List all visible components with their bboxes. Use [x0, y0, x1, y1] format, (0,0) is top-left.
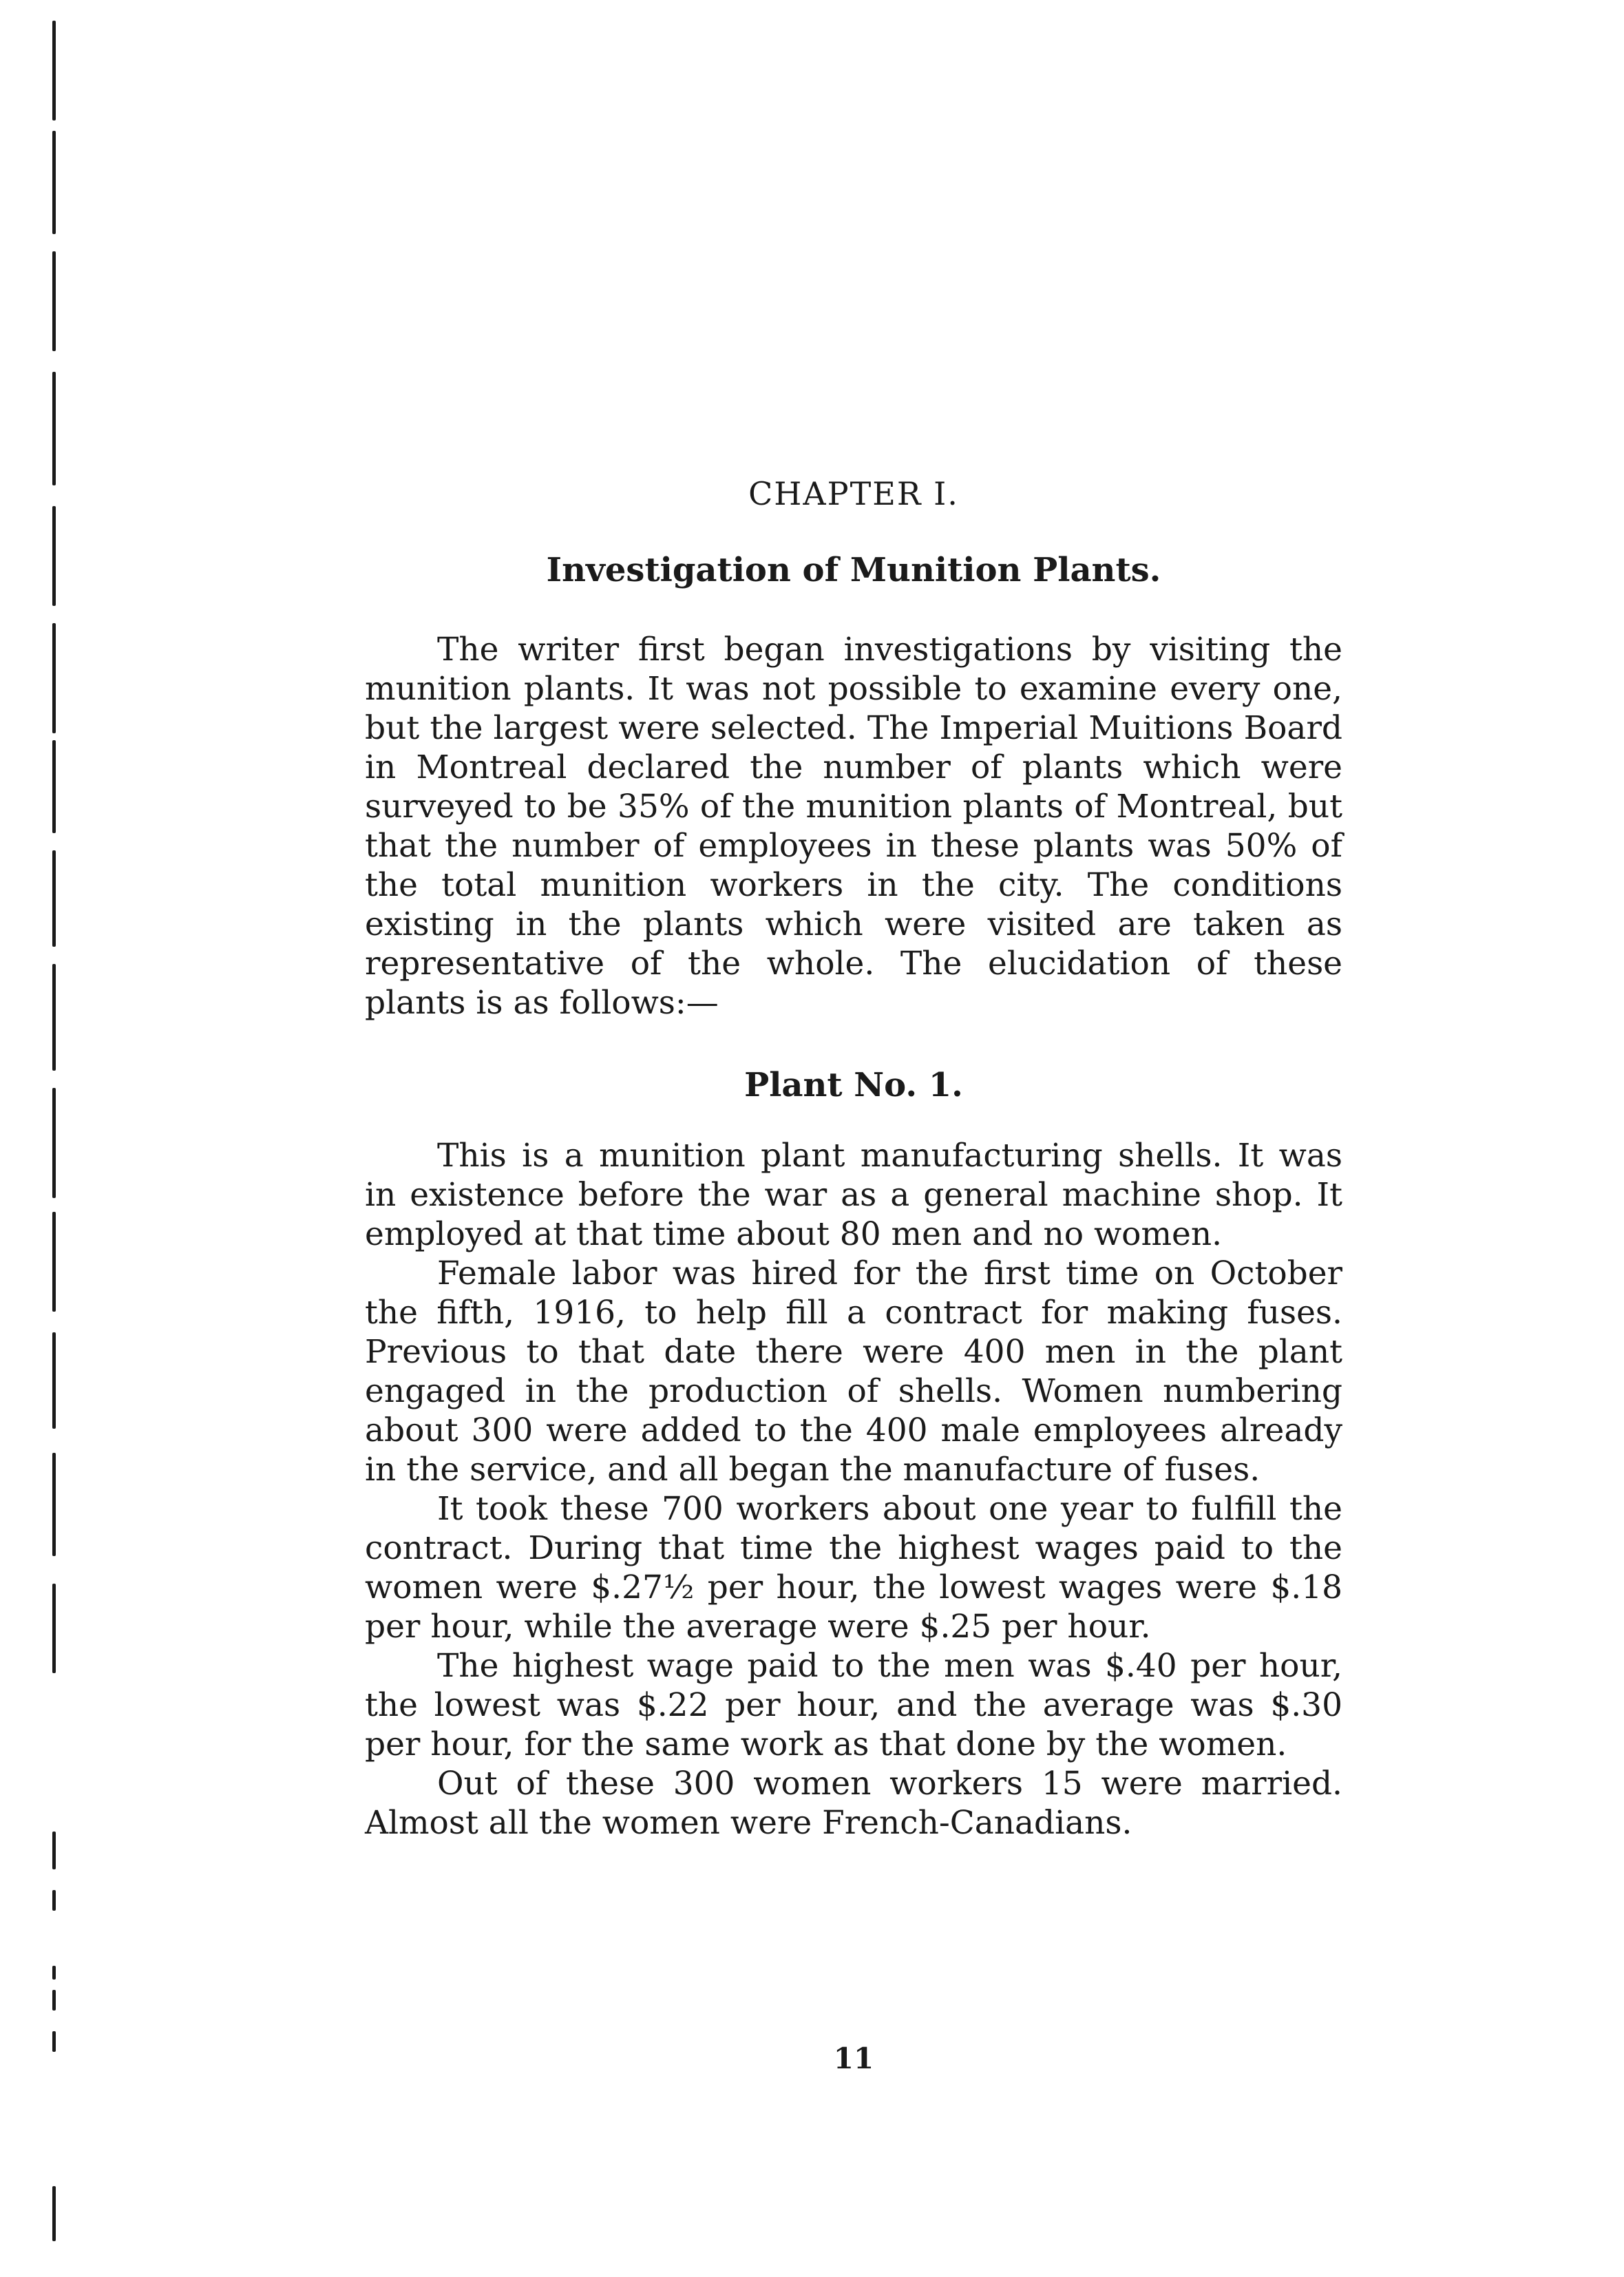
- paragraph: It took these 700 workers about one year to fulfill the contract. During that time the highest wages paid to the women were $.27½ per hour, the lowest wages were $.18 per hour, while the average were $.25 per hour.: [365, 1490, 1342, 1646]
- book-page: [365, 0, 1342, 2277]
- paragraph: Out of these 300 women workers 15 were married. Almost all the women were French-Canadians.: [365, 1765, 1342, 1842]
- paragraph: This is a munition plant manufacturing shells. It was in existence before the war as a general machine shop. It employed at that time about 80 men and no women.: [365, 1137, 1342, 1253]
- page-number: 11: [833, 2042, 874, 2075]
- paragraph: Female labor was hired for the first time on October the fifth, 1916, to help fill a contract for making fuses. Previous to that date there were 400 men in the plant engaged in the production of shells. Women numbering about 300 were added to the 400 male employees already in the service, and all began the manufacture of fuses.: [365, 1255, 1342, 1489]
- paragraph: The writer first began investigations by visiting the munition plants. It was not possible to examine every one, but the largest were selected. The Imperial Muitions Board in Montreal declared the number of plants which were surveyed to be 35% of the munition plants of Montreal, but that the number of employees in these plants was 50% of the total munition workers in the city. The conditions existing in the plants which were visited are taken as representative of the whole. The elucidation of these plants is as follows:—: [365, 631, 1342, 1022]
- plant-text: [365, 1136, 1342, 1843]
- chapter-title: CHAPTER I.: [748, 475, 959, 512]
- plant-heading: Plant No. 1.: [744, 1066, 963, 1104]
- section-title: Investigation of Munition Plants.: [546, 551, 1161, 589]
- paragraph: The highest wage paid to the men was $.40 per hour, the lowest was $.22 per hour, and the average was $.30 per hour, for the same work as that done by the women.: [365, 1647, 1342, 1763]
- intro-text: [365, 630, 1342, 1022]
